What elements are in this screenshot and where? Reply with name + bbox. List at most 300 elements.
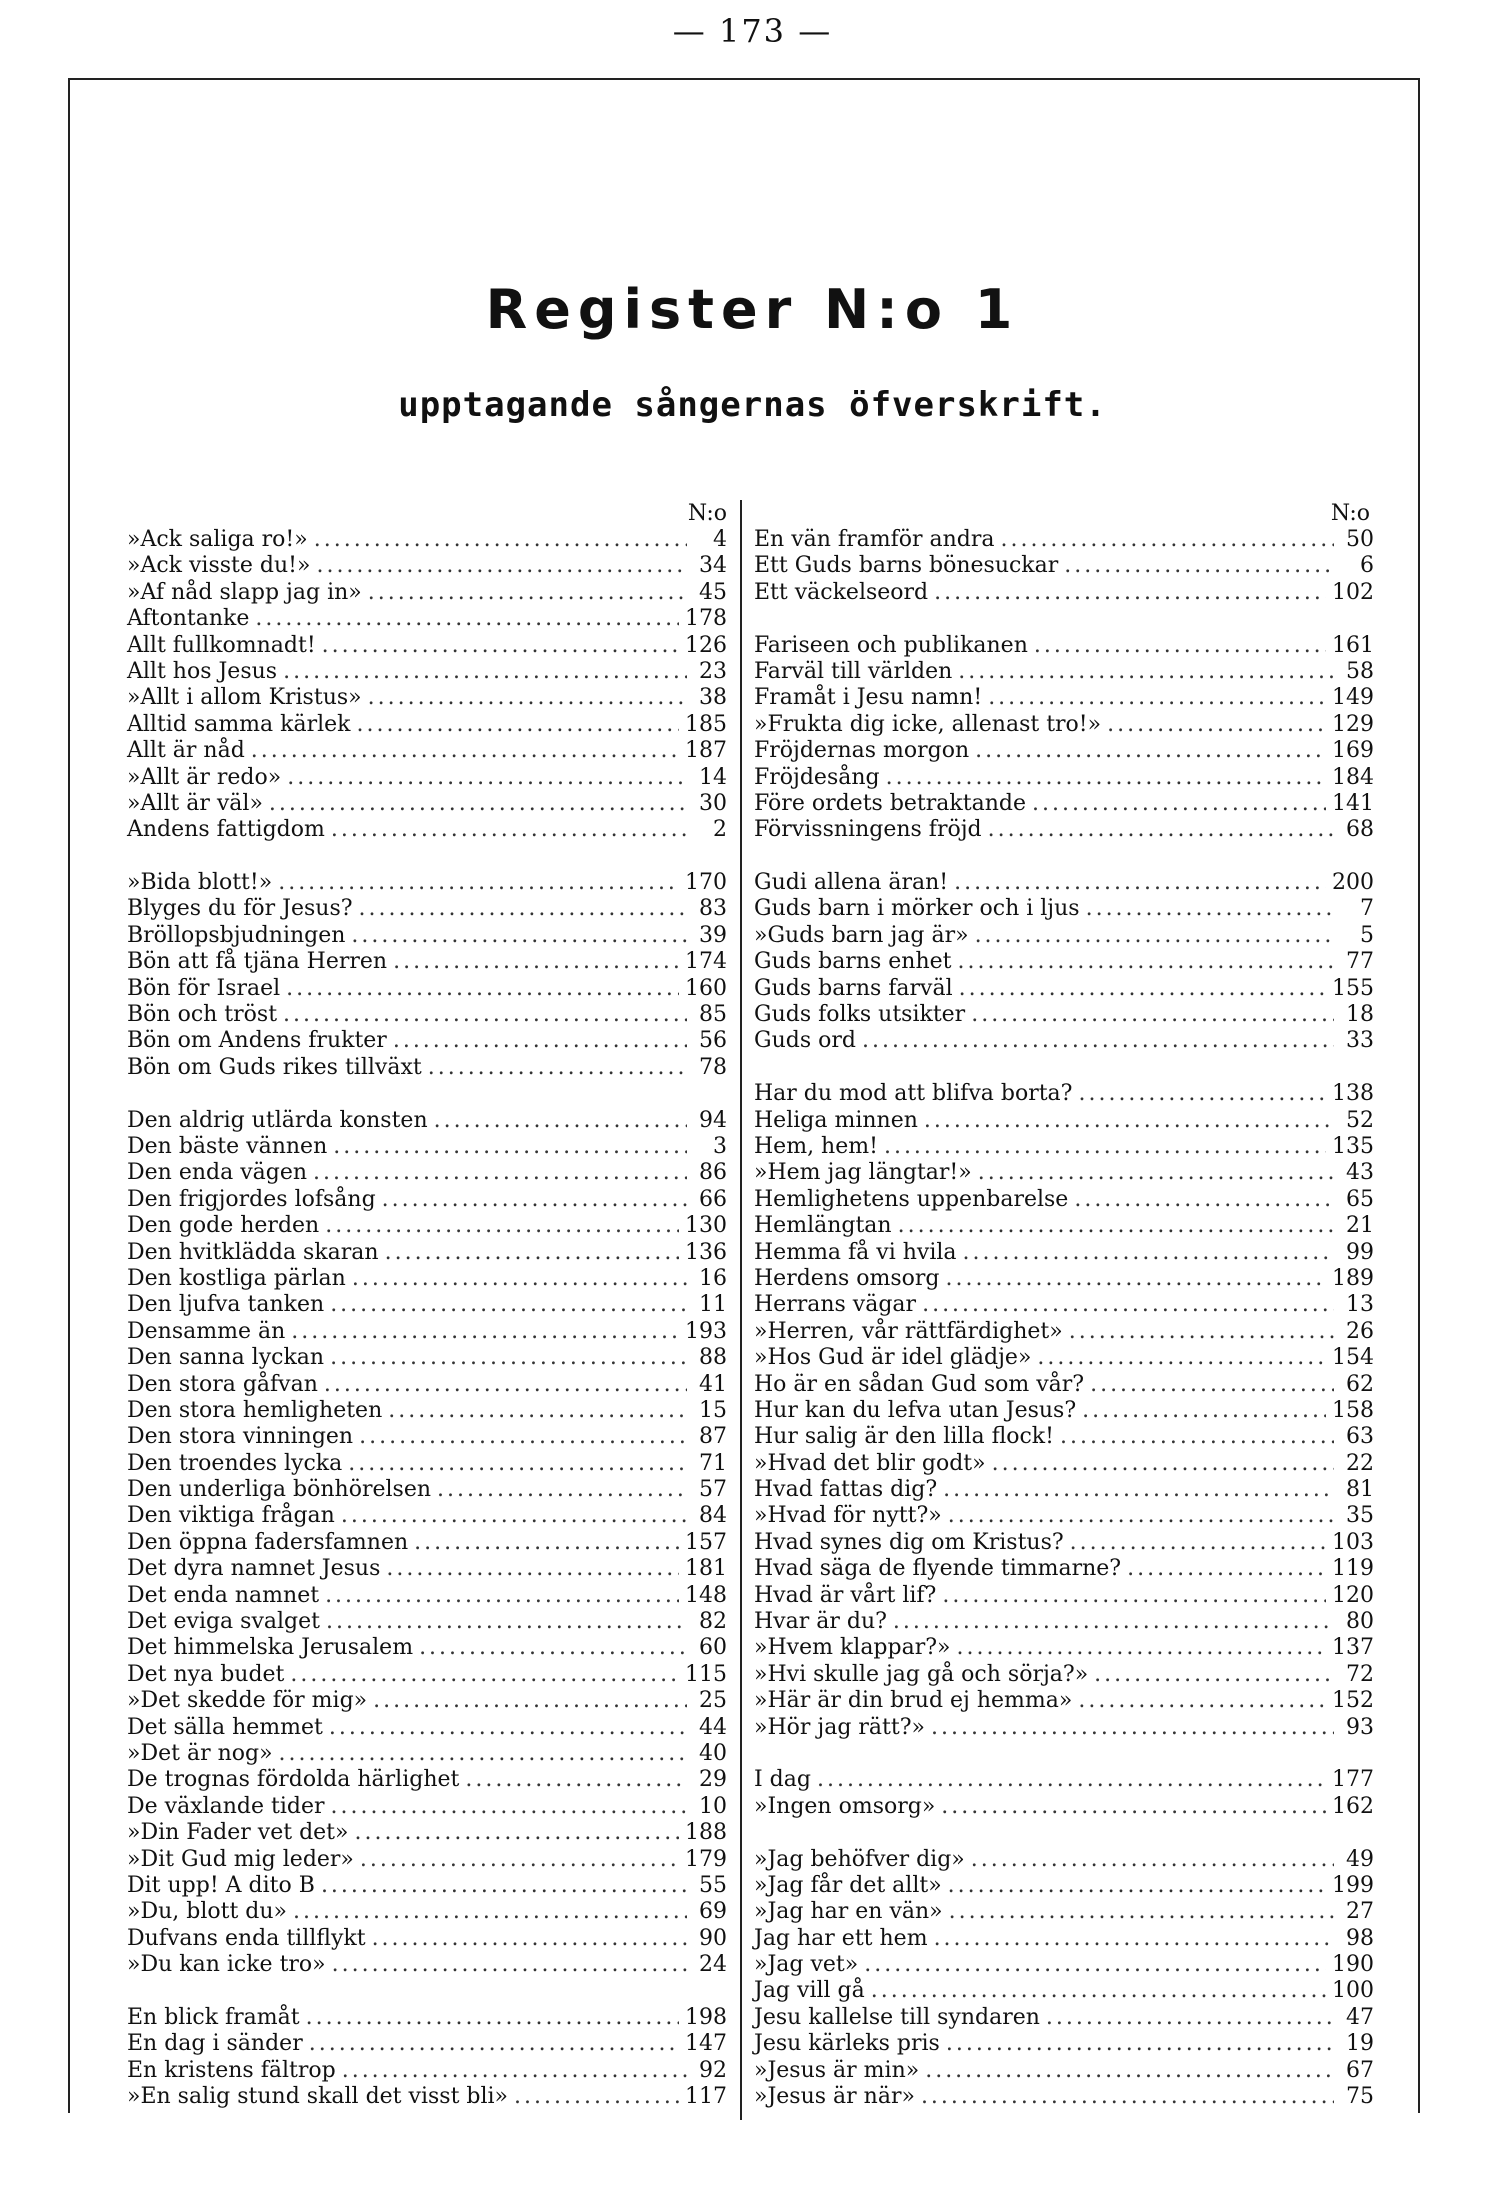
entry-title: Jesu kallelse till syndaren (754, 2004, 1040, 2030)
entry-number: 19 (1346, 2031, 1374, 2057)
entry-number: 170 (685, 870, 727, 896)
entry-title: Bön om Andens frukter (127, 1028, 387, 1054)
dot-leader (871, 1978, 1326, 2004)
entry-number: 29 (699, 1767, 727, 1793)
index-entry (127, 1662, 727, 1688)
dot-leader (1082, 1398, 1326, 1424)
entry-title: Allt fullkomnadt! (127, 632, 316, 658)
entry-title: Fariseen och publikanen (754, 632, 1028, 658)
index-entry (754, 1134, 1374, 1160)
entry-title: Hvar är du? (754, 1609, 887, 1635)
entry-number: 200 (1332, 870, 1374, 896)
dot-leader (931, 1715, 1334, 1741)
index-entry (127, 606, 727, 632)
entry-number: 174 (685, 949, 727, 975)
dot-leader (330, 1345, 687, 1371)
index-entry (127, 1926, 727, 1952)
entry-title: Det dyra namnet Jesus (127, 1556, 381, 1582)
entry-number: 90 (699, 1925, 727, 1951)
index-entry (127, 1028, 727, 1054)
entry-number: 27 (1346, 1899, 1374, 1925)
dot-leader (290, 1662, 679, 1688)
entry-number: 16 (699, 1265, 727, 1291)
entry-title: Jesu kärleks pris (754, 2031, 940, 2057)
index-entry (127, 1609, 727, 1635)
dot-leader (287, 765, 687, 791)
entry-title: Framåt i Jesu namn! (754, 685, 983, 711)
index-entry (754, 712, 1374, 738)
index-entry (754, 870, 1374, 896)
dot-leader (946, 2031, 1334, 2057)
index-entry (127, 1847, 727, 1873)
dot-leader (514, 2084, 679, 2110)
entry-title: Det nya budet (127, 1661, 285, 1687)
dot-leader (886, 765, 1326, 791)
dot-leader (946, 1266, 1326, 1292)
dot-leader (279, 1741, 687, 1767)
entry-number: 15 (699, 1397, 727, 1423)
entry-title: »Ingen omsorg» (754, 1793, 936, 1819)
dot-leader (941, 1794, 1326, 1820)
index-entry (127, 1160, 727, 1186)
entry-number: 161 (1332, 632, 1374, 658)
entry-title: »Det skedde för mig» (127, 1688, 368, 1714)
index-entry (127, 1292, 727, 1318)
entry-title: En blick framåt (127, 2004, 300, 2030)
dot-leader (372, 1926, 687, 1952)
entry-title: Hvad är vårt lif? (754, 1582, 937, 1608)
index-entry (127, 2058, 727, 2084)
index-entry (754, 1160, 1374, 1186)
entry-number: 26 (1346, 1318, 1374, 1344)
entry-title: Hvad synes dig om Kristus? (754, 1529, 1064, 1555)
dot-leader (293, 1899, 687, 1925)
page-title: Register N:o 1 (485, 278, 1020, 341)
entry-title: »Jag behöfver dig» (754, 1846, 965, 1872)
index-entry (127, 949, 727, 975)
entry-title: Densamme än (127, 1318, 286, 1344)
entry-number: 30 (699, 790, 727, 816)
dot-leader (862, 1028, 1334, 1054)
entry-number: 193 (685, 1318, 727, 1344)
entry-number: 181 (685, 1556, 727, 1582)
dot-leader (1094, 1662, 1334, 1688)
entry-number: 33 (1346, 1028, 1374, 1054)
entry-title: Jag vill gå (754, 1978, 865, 2004)
entry-number: 189 (1332, 1265, 1374, 1291)
entry-title: »Hvad det blir godt» (754, 1450, 986, 1476)
entry-number: 56 (699, 1028, 727, 1054)
entry-number: 77 (1346, 949, 1374, 975)
dot-leader (286, 976, 679, 1002)
dot-leader (1034, 633, 1326, 659)
index-entry (127, 1240, 727, 1266)
dot-leader (388, 1398, 687, 1424)
dot-leader (988, 685, 1326, 711)
entry-title: Den ljufva tanken (127, 1292, 325, 1318)
dot-leader (314, 527, 687, 553)
entry-title: Dufvans enda tillflykt (127, 1925, 366, 1951)
entry-number: 60 (699, 1635, 727, 1661)
number-column-header: N:o (1330, 501, 1370, 526)
entry-number: 149 (1332, 685, 1374, 711)
dot-leader (949, 1899, 1334, 1925)
index-entry (127, 1556, 727, 1582)
index-entry (127, 2005, 727, 2031)
entry-title: »En salig stund skall det visst bli» (127, 2084, 509, 2110)
dot-leader (283, 659, 687, 685)
dot-leader (1070, 1530, 1326, 1556)
index-entry (754, 527, 1374, 553)
index-entry (754, 976, 1374, 1002)
entry-number: 88 (699, 1345, 727, 1371)
entry-number: 25 (699, 1688, 727, 1714)
index-entry (127, 765, 727, 791)
dot-leader (971, 1002, 1334, 1028)
entry-number: 23 (699, 658, 727, 684)
dot-leader (817, 1767, 1326, 1793)
dot-leader (884, 1134, 1326, 1160)
entry-number: 44 (699, 1714, 727, 1740)
left-column (127, 500, 727, 2110)
entry-number: 86 (699, 1160, 727, 1186)
entry-number: 69 (699, 1899, 727, 1925)
entry-title: »Herren, vår rättfärdighet» (754, 1318, 1063, 1344)
entry-number: 115 (685, 1661, 727, 1687)
dot-leader (437, 1477, 687, 1503)
index-entry (754, 1002, 1374, 1028)
entry-title: En kristens fältrop (127, 2057, 336, 2083)
dot-leader (925, 2058, 1334, 2084)
index-entry (754, 1319, 1374, 1345)
index-entry (754, 1662, 1374, 1688)
entry-number: 100 (1332, 1978, 1374, 2004)
entry-title: Allt är nåd (127, 738, 245, 764)
entry-number: 119 (1332, 1556, 1374, 1582)
index-entry (754, 1978, 1374, 2004)
entry-title: Ett Guds barns bönesuckar (754, 553, 1059, 579)
index-entry (754, 2058, 1374, 2084)
index-entry (754, 633, 1374, 659)
entry-title: »Jag har en vän» (754, 1899, 943, 1925)
dot-leader (255, 606, 679, 632)
entry-title: Bön att få tjäna Herren (127, 949, 388, 975)
entry-number: 102 (1332, 579, 1374, 605)
dot-leader (428, 1055, 687, 1081)
dot-leader (322, 633, 679, 659)
entry-title: Det himmelska Jerusalem (127, 1635, 414, 1661)
dot-leader (316, 553, 687, 579)
index-entry (754, 1292, 1374, 1318)
entry-title: Den stora gåfvan (127, 1371, 318, 1397)
dot-leader (942, 1583, 1326, 1609)
entry-title: »Hvi skulle jag gå och sörja?» (754, 1661, 1089, 1687)
dot-leader (325, 1583, 679, 1609)
index-entry (754, 685, 1374, 711)
entry-title: »Jesus är min» (754, 2057, 920, 2083)
index-entry (127, 1424, 727, 1450)
entry-title: Den kostliga pärlan (127, 1265, 346, 1291)
number-column-header: N:o (687, 501, 727, 526)
dot-leader (988, 817, 1334, 843)
entry-title: Det enda namnet (127, 1582, 320, 1608)
dot-leader (1000, 527, 1334, 553)
dot-leader (393, 1028, 687, 1054)
index-entry (754, 1398, 1374, 1424)
index-entry (754, 1187, 1374, 1213)
entry-title: »Det är nog» (127, 1740, 273, 1766)
dot-leader (1069, 1319, 1334, 1345)
index-entry (127, 1767, 727, 1793)
entry-number: 63 (1346, 1424, 1374, 1450)
entry-number: 24 (699, 1952, 727, 1978)
index-entry (754, 1847, 1374, 1873)
index-entry (127, 1899, 727, 1925)
dot-leader (385, 1240, 679, 1266)
entry-number: 5 (1360, 922, 1374, 948)
dot-leader (278, 870, 679, 896)
entry-number: 126 (685, 632, 727, 658)
entry-number: 130 (685, 1213, 727, 1239)
index-entry (127, 1319, 727, 1345)
index-entry (754, 1266, 1374, 1292)
index-entry (754, 2031, 1374, 2057)
dot-leader (958, 949, 1335, 975)
entry-title: Har du mod att blifva borta? (754, 1081, 1073, 1107)
entry-title: Det eviga svalget (127, 1609, 320, 1635)
entry-title: »Jag vet» (754, 1952, 859, 1978)
index-entry (127, 553, 727, 579)
dot-leader (921, 2084, 1334, 2110)
entry-title: I dag (754, 1767, 811, 1793)
index-entry (754, 1424, 1374, 1450)
index-entry (127, 1503, 727, 1529)
entry-number: 45 (699, 579, 727, 605)
index-entry (754, 2084, 1374, 2110)
entry-number: 190 (1332, 1952, 1374, 1978)
page-subtitle: upptagande sångernas öfverskrift. (398, 385, 1107, 425)
entry-number: 158 (1332, 1397, 1374, 1423)
entry-title: »Bida blott!» (127, 870, 273, 896)
index-entry (754, 1767, 1374, 1793)
entry-title: En dag i sänder (127, 2031, 303, 2057)
index-entry (754, 791, 1374, 817)
entry-number: 3 (713, 1133, 727, 1159)
entry-title: Den enda vägen (127, 1160, 308, 1186)
dot-leader (326, 1609, 687, 1635)
index-list (127, 527, 727, 2110)
entry-title: Guds folks utsikter (754, 1002, 966, 1028)
dot-leader (959, 976, 1326, 1002)
entry-title: Den gode herden (127, 1213, 320, 1239)
entry-number: 99 (1346, 1239, 1374, 1265)
entry-number: 179 (685, 1846, 727, 1872)
dot-leader (992, 1451, 1334, 1477)
index-entry (127, 976, 727, 1002)
index-entry (127, 1635, 727, 1661)
index-entry (127, 580, 727, 606)
index-entry (127, 1108, 727, 1134)
entry-number: 155 (1332, 975, 1374, 1001)
dot-leader (368, 580, 687, 606)
entry-title: »Hvem klappar?» (754, 1635, 951, 1661)
index-entry (754, 553, 1374, 579)
index-entry (754, 1240, 1374, 1266)
entry-number: 185 (685, 711, 727, 737)
dot-leader (341, 1503, 687, 1529)
entry-number: 21 (1346, 1213, 1374, 1239)
column-divider (740, 500, 742, 2120)
dot-leader (333, 1134, 687, 1160)
entry-number: 10 (699, 1793, 727, 1819)
entry-number: 14 (699, 764, 727, 790)
index-entry (127, 1266, 727, 1292)
entry-title: Herdens omsorg (754, 1265, 940, 1291)
entry-title: »Ack saliga ro!» (127, 527, 308, 552)
entry-number: 22 (1346, 1450, 1374, 1476)
entry-title: Den viktiga frågan (127, 1503, 335, 1529)
entry-number: 199 (1332, 1872, 1374, 1898)
entry-number: 82 (699, 1609, 727, 1635)
entry-number: 154 (1332, 1345, 1374, 1371)
entry-title: Hur salig är den lilla flock! (754, 1424, 1054, 1450)
entry-title: Guds ord (754, 1028, 856, 1054)
entry-title: »Ack visste du!» (127, 553, 311, 579)
entry-title: Guds barns farväl (754, 975, 953, 1001)
index-entry (754, 1556, 1374, 1582)
index-entry (127, 870, 727, 896)
index-entry (127, 1451, 727, 1477)
entry-title: Hem, hem! (754, 1133, 878, 1159)
index-entry (754, 580, 1374, 606)
entry-number: 152 (1332, 1688, 1374, 1714)
index-entry (754, 1345, 1374, 1371)
dot-leader (306, 2005, 679, 2031)
entry-title: Den aldrig utlärda konsten (127, 1107, 428, 1133)
dot-leader (954, 870, 1326, 896)
entry-title: Hemlighetens uppenbarelse (754, 1186, 1069, 1212)
entry-title: »Du, blott du» (127, 1899, 288, 1925)
entry-title: En vän framför andra (754, 527, 995, 552)
dot-leader (419, 1635, 687, 1661)
page-number: — 173 — (672, 12, 833, 50)
index-entry (754, 765, 1374, 791)
dot-leader (1078, 1688, 1326, 1714)
entry-title: »Här är din brud ej hemma» (754, 1688, 1073, 1714)
dot-leader (948, 1503, 1334, 1529)
entry-number: 62 (1346, 1371, 1374, 1397)
dot-leader (922, 1292, 1334, 1318)
index-entry (127, 1345, 727, 1371)
entry-number: 47 (1346, 2004, 1374, 2030)
dot-leader (313, 1160, 687, 1186)
entry-title: Den sanna lyckan (127, 1345, 325, 1371)
dot-leader (1127, 1556, 1326, 1582)
dot-leader (963, 1240, 1334, 1266)
dot-leader (958, 659, 1334, 685)
dot-leader (1060, 1424, 1334, 1450)
entry-title: Gudi allena äran! (754, 870, 949, 896)
dot-leader (978, 1160, 1334, 1186)
entry-title: Före ordets betraktande (754, 790, 1026, 816)
entry-title: »Hos Gud är idel glädje» (754, 1345, 1032, 1371)
index-entry (127, 1715, 727, 1741)
index-entry (127, 896, 727, 922)
index-list (754, 527, 1374, 2110)
dot-leader (1037, 1345, 1326, 1371)
entry-title: »Jag får det allt» (754, 1872, 942, 1898)
dot-leader (348, 1451, 687, 1477)
index-entry (127, 1688, 727, 1714)
entry-number: 162 (1332, 1793, 1374, 1819)
entry-number: 75 (1346, 2084, 1374, 2110)
dot-leader (342, 2058, 687, 2084)
dot-leader (975, 738, 1326, 764)
index-entry (127, 633, 727, 659)
entry-number: 13 (1346, 1292, 1374, 1318)
index-entry (127, 1741, 727, 1767)
dot-leader (1086, 896, 1334, 922)
index-entry (754, 1451, 1374, 1477)
entry-number: 6 (1360, 553, 1374, 579)
entry-number: 138 (1332, 1081, 1374, 1107)
index-entry (127, 1952, 727, 1978)
dot-leader (386, 1556, 679, 1582)
entry-title: Ett väckelseord (754, 579, 929, 605)
index-entry (754, 896, 1374, 922)
dot-leader (329, 1715, 687, 1741)
entry-title: Den hvitklädda skaran (127, 1239, 379, 1265)
index-entry (754, 659, 1374, 685)
entry-title: De växlande tider (127, 1793, 325, 1819)
entry-title: Allt hos Jesus (127, 658, 278, 684)
entry-title: Fröjdernas morgon (754, 738, 970, 764)
dot-leader (357, 712, 679, 738)
entry-title: Guds barn i mörker och i ljus (754, 896, 1080, 922)
dot-leader (434, 1108, 687, 1134)
dot-leader (360, 1847, 679, 1873)
entry-number: 40 (699, 1740, 727, 1766)
entry-number: 78 (699, 1054, 727, 1080)
entry-title: »Allt är redo» (127, 764, 282, 790)
index-entry (754, 1926, 1374, 1952)
entry-number: 41 (699, 1371, 727, 1397)
entry-number: 55 (699, 1872, 727, 1898)
entry-title: Den underliga bönhörelsen (127, 1477, 432, 1503)
entry-number: 38 (699, 685, 727, 711)
dot-leader (382, 1187, 687, 1213)
dot-leader (465, 1767, 687, 1793)
entry-title: »Jesus är när» (754, 2084, 915, 2110)
index-entry (754, 1372, 1374, 1398)
entry-title: »Hör jag rätt?» (754, 1714, 925, 1740)
entry-title: Bön om Guds rikes tillväxt (127, 1054, 422, 1080)
entry-number: 103 (1332, 1529, 1374, 1555)
entry-title: Alltid samma kärlek (127, 711, 351, 737)
dot-leader (324, 1372, 687, 1398)
entry-number: 187 (685, 738, 727, 764)
dot-leader (352, 1266, 687, 1292)
entry-title: »Allt i allom Kristus» (127, 685, 362, 711)
dot-leader (975, 923, 1334, 949)
index-entry (754, 1715, 1374, 1741)
dot-leader (971, 1847, 1334, 1873)
entry-title: Hvad säga de flyende timmarne? (754, 1556, 1122, 1582)
entry-title: Den stora vinningen (127, 1424, 354, 1450)
entry-title: Hemma få vi hvila (754, 1239, 957, 1265)
index-entry (127, 1794, 727, 1820)
entry-number: 157 (685, 1529, 727, 1555)
